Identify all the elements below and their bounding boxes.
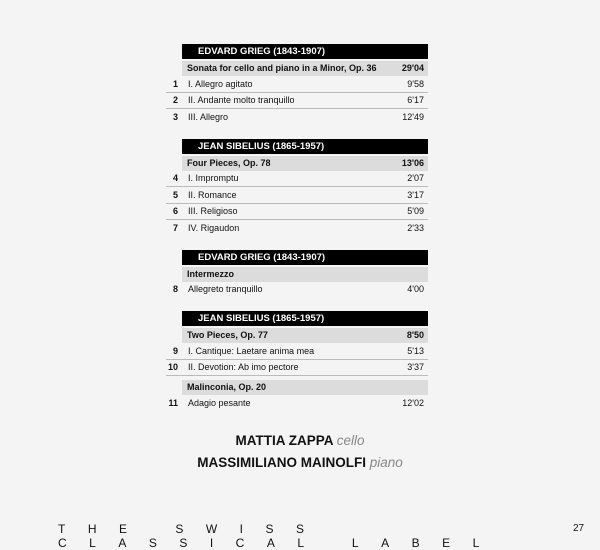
section-grieg-intermezzo (166, 250, 428, 298)
track-row (166, 187, 428, 204)
track-row (166, 109, 428, 125)
performer-instrument: piano (369, 455, 403, 470)
track-time: 12'02 (402, 397, 424, 408)
track-row (166, 204, 428, 221)
track-row (166, 282, 428, 298)
track-number: 10 (167, 362, 178, 373)
track-number: 3 (172, 111, 178, 122)
work-title: Intermezzo (187, 268, 235, 279)
track-name: I. Cantique: Laetare anima mea (188, 345, 315, 356)
track-name: III. Religioso (188, 206, 238, 217)
track-number: 11 (168, 397, 178, 408)
track-row (166, 220, 428, 236)
track-name: II. Andante molto tranquillo (188, 95, 295, 106)
track-row (166, 171, 428, 188)
work-title: Malinconia, Op. 20 (187, 382, 267, 392)
track-name: II. Romance (188, 189, 237, 200)
performer-line (0, 430, 600, 452)
work-title: Four Pieces, Op. 78 (187, 157, 271, 168)
composer-header: JEAN SIBELIUS (1865-1957) (182, 311, 428, 326)
work-header (182, 267, 428, 282)
track-time: 12'49 (402, 111, 424, 122)
performer-name: MASSIMILIANO MAINOLFI (197, 455, 366, 470)
track-number: 9 (172, 345, 178, 356)
composer-header: EDVARD GRIEG (1843-1907) (182, 44, 428, 59)
record-label: THE SWISS CLASSICAL LABEL (58, 522, 502, 550)
track-name: III. Allegro (188, 111, 229, 122)
track-time: 9'58 (407, 78, 424, 89)
track-time: 2'07 (407, 173, 424, 184)
page-number: 27 (573, 523, 585, 534)
work-title: Sonata for cello and piano in a Minor, Op. 36 (187, 63, 377, 73)
performer-line (0, 452, 600, 474)
track-time: 5'09 (407, 206, 424, 217)
work-header (182, 380, 428, 395)
track-name: Adagio pesante (188, 397, 251, 408)
track-row (166, 93, 428, 110)
work-header (182, 61, 428, 76)
track-number: 7 (172, 222, 178, 233)
track-name: I. Allegro agitato (188, 78, 253, 89)
section-grieg-sonata (166, 44, 428, 125)
track-number: 8 (172, 284, 178, 295)
performer-instrument: cello (336, 433, 365, 448)
track-name: II. Devotion: Ab imo pectore (188, 362, 299, 373)
composer-header: EDVARD GRIEG (1843-1907) (182, 250, 428, 265)
track-name: I. Impromptu (188, 173, 239, 184)
track-name: IV. Rigaudon (188, 222, 240, 233)
work-total-time: 13'06 (401, 157, 424, 168)
section-sibelius-two-pieces (166, 311, 428, 411)
track-time: 2'33 (407, 222, 424, 233)
track-number: 1 (172, 78, 178, 89)
track-name: Allegreto tranquillo (188, 284, 263, 295)
composer-header: JEAN SIBELIUS (1865-1957) (182, 139, 428, 154)
performers (0, 430, 600, 474)
work-total-time: 8'50 (406, 330, 424, 340)
work-total-time: 29'04 (401, 63, 424, 73)
track-row (166, 76, 428, 93)
track-time: 3'37 (407, 362, 424, 373)
track-time: 3'17 (407, 189, 424, 200)
section-sibelius-four-pieces (166, 139, 428, 236)
track-number: 4 (172, 173, 178, 184)
track-number: 5 (172, 189, 178, 200)
track-number: 2 (172, 95, 178, 106)
performer-name: MATTIA ZAPPA (235, 433, 333, 448)
tracklist (166, 44, 428, 425)
track-row (166, 343, 428, 360)
work-header (182, 156, 428, 171)
track-number: 6 (172, 206, 178, 217)
work-header (182, 328, 428, 343)
track-time: 4'00 (407, 284, 424, 295)
subgroup-malinconia (166, 380, 428, 411)
work-title: Two Pieces, Op. 77 (187, 330, 268, 340)
track-time: 5'13 (407, 345, 424, 356)
track-row (166, 395, 428, 411)
track-row (166, 360, 428, 377)
track-time: 6'17 (407, 95, 424, 106)
